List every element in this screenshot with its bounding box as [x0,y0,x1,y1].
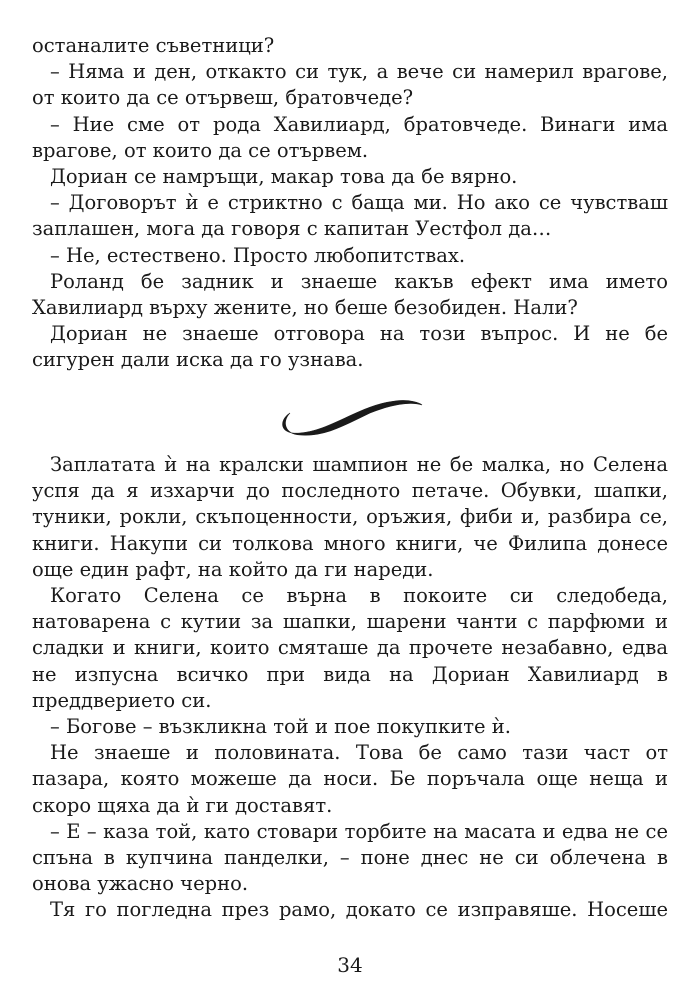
paragraph: Не знаеше и половината. Това бе само тази част от пазара, която можеше да носи. Бе поръчала още неща и скоро щяха да ѝ ги доставят. [32,741,668,817]
paragraph: Роланд бе задник и знаеше какъв ефект има името Хавилиард върху жените, но беше безобиден. Нали? [32,269,668,320]
paragraph: Заплатата ѝ на кралски шампион не бе малка, но Селена успя да я изхарчи до последното петаче. Обувки, шапки, туники, рокли, скъпоценности, оръжия, фиби и, разбира се, книги. Накупи си толкова много книги, че Филипа донесе още един рафт, на който да ги нареди. [32,453,668,581]
paragraph: – Не, естествено. Просто любопитствах. [50,243,466,267]
paragraph: – Е – каза той, като стовари торбите на масата и едва не се спъна в купчина панделки, – поне днес не си облечена в онова ужасно черно. [32,819,668,896]
paragraph: Дориан не знаеше отговора на този въпрос. И не бе сигурен дали иска да го узнава. [32,322,668,372]
paragraph: – Няма и ден, откакто си тук, а вече си намерил врагове, от които да се отървеш, братовчеде? [32,60,668,110]
text-block-top [32,33,668,374]
paragraph: Тя го погледна през рамо, докато се изправяше. Носеше [50,898,668,922]
paragraph: Когато Селена се върна в покоите си следобеда, натоварена с кутии за шапки, шарени чанти с парфюми и сладки и книги, които смяташе да прочете незабавно, едва не изпусна всичко при вида на Дориан Хавилиард в преддверието си. [32,584,668,712]
paragraph: – Ние сме от рода Хавилиард, братовчеде. Винаги има врагове, от които да се отървем. [32,112,668,162]
paragraph: Дориан се намръщи, макар това да бе вярно. [50,165,518,189]
text-block-bottom [32,452,668,924]
section-break-ornament-icon [270,385,430,445]
paragraph: – Договорът ѝ е стриктно с баща ми. Но ако се чувстваш заплашен, мога да говоря с капитан Уестфол да… [32,191,668,241]
page-number: 34 [337,953,363,977]
paragraph: останалите съветници? [32,34,275,57]
paragraph: – Богове – възкликна той и пое покупките ѝ. [50,715,511,739]
